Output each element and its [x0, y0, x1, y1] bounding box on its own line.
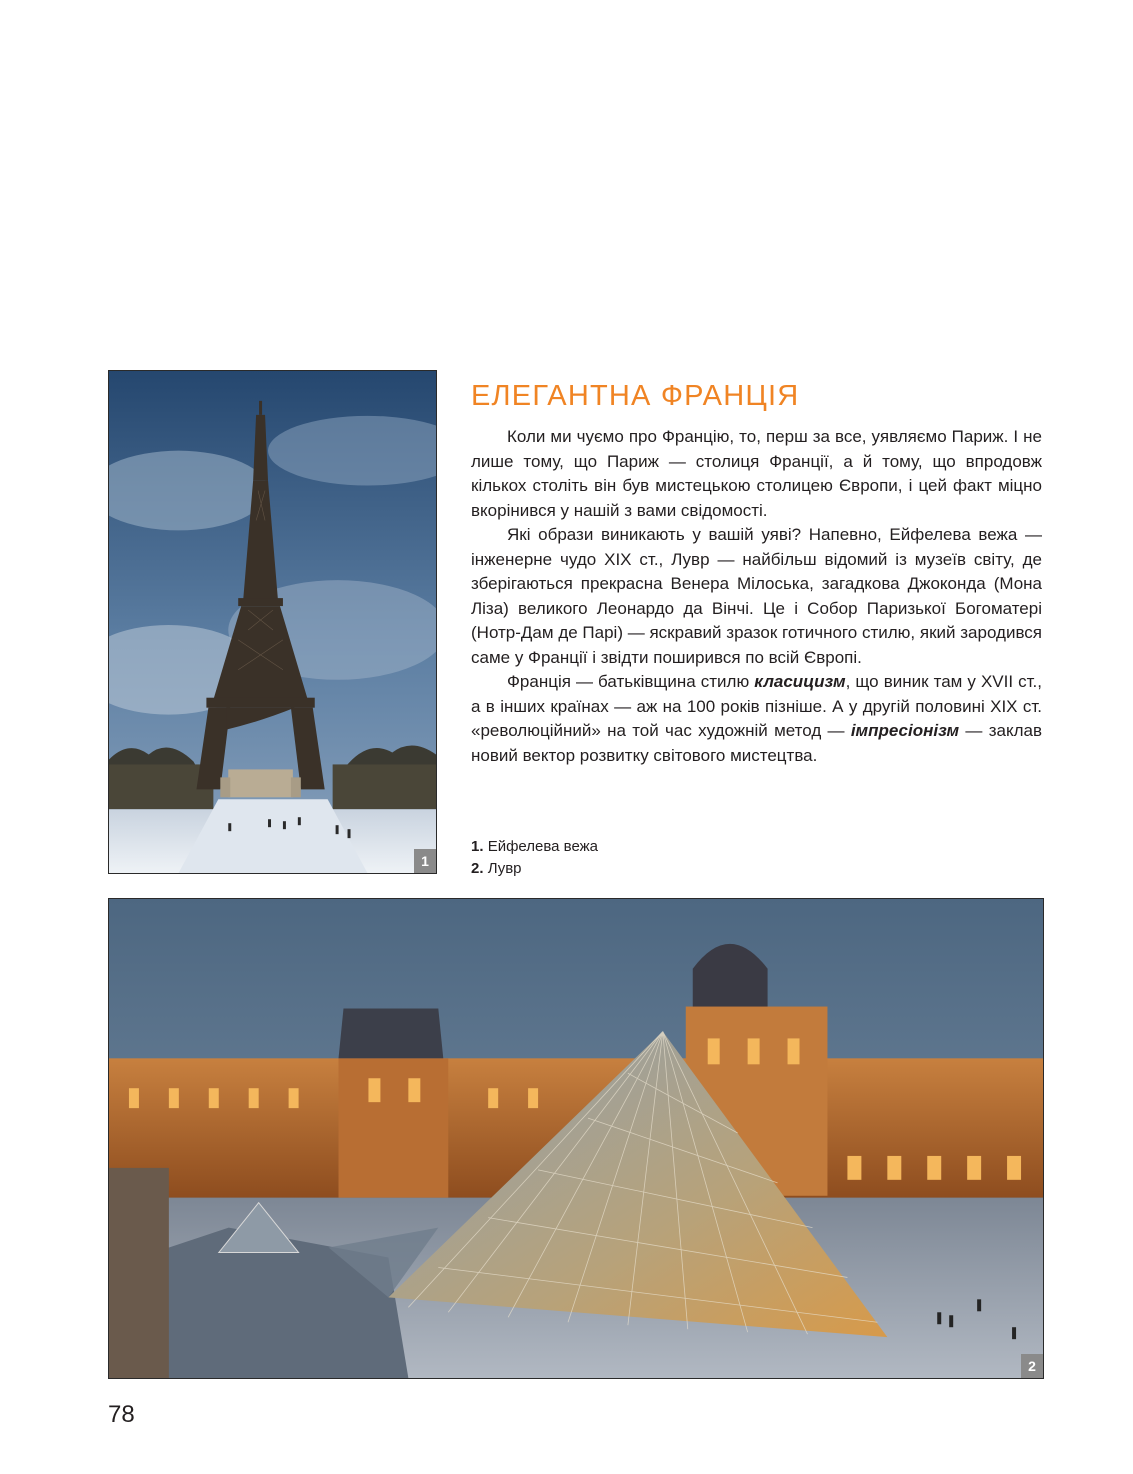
eiffel-tower-illustration	[109, 371, 436, 873]
paragraph-3	[471, 670, 1042, 768]
louvre-illustration	[109, 899, 1043, 1378]
term-impressionism: імпресіонізм	[850, 721, 960, 740]
paragraph-3-part-b: , що виник там у XVII ст., а в інших країнах — аж на 100 років пізніше. А у другій половині XIX ст. «революційний» на той час художній метод —	[471, 672, 1042, 740]
eiffel-tower-photo	[108, 370, 437, 874]
page-number: 78	[108, 1401, 135, 1428]
paragraph-1: Коли ми чуємо про Францію, то, перш за все, уявляємо Париж. І не лише тому, що Париж — столиця Франції, а й тому, що впродовж кількох століть він був мистецькою столицею Європи, і цей факт міцно вкорінився у нашій з вами свідомості.	[471, 427, 1042, 520]
article-title: ЕЛЕГАНТНА ФРАНЦІЯ	[471, 380, 800, 412]
louvre-photo	[108, 898, 1044, 1379]
figure-1-badge: 1	[414, 849, 436, 873]
caption-1	[471, 836, 598, 858]
caption-2	[471, 858, 598, 880]
term-classicism: класицизм	[754, 672, 846, 691]
article-body	[471, 425, 1042, 768]
caption-2-number: 2.	[471, 860, 484, 877]
caption-1-number: 1.	[471, 838, 484, 855]
figure-2-badge: 2	[1021, 1354, 1043, 1378]
paragraph-2: Які образи виникають у вашій уяві? Напевно, Ейфелева вежа — інженерне чудо XIX ст., Лувр — найбільш відомий із музеїв світу, де зберігаються прекрасна Венера Мілоська, загадкова Джоконда (Мона Ліза) великого Леонардо да Вінчі. Це і Собор Паризької Богоматері (Нотр-Дам де Парі) — яскравий зразок готичного стилю, який зародився саме у Франції і звідти поширився по всій Європі.	[471, 525, 1042, 667]
caption-2-text: Лувр	[487, 860, 522, 877]
paragraph-3-part-a: Франція — батьківщина стилю	[507, 672, 755, 691]
caption-1-text: Ейфелева вежа	[487, 838, 599, 855]
paragraph-3-part-c: — заклав новий вектор розвитку світового мистецтва.	[471, 721, 1042, 765]
figure-captions	[471, 836, 598, 880]
